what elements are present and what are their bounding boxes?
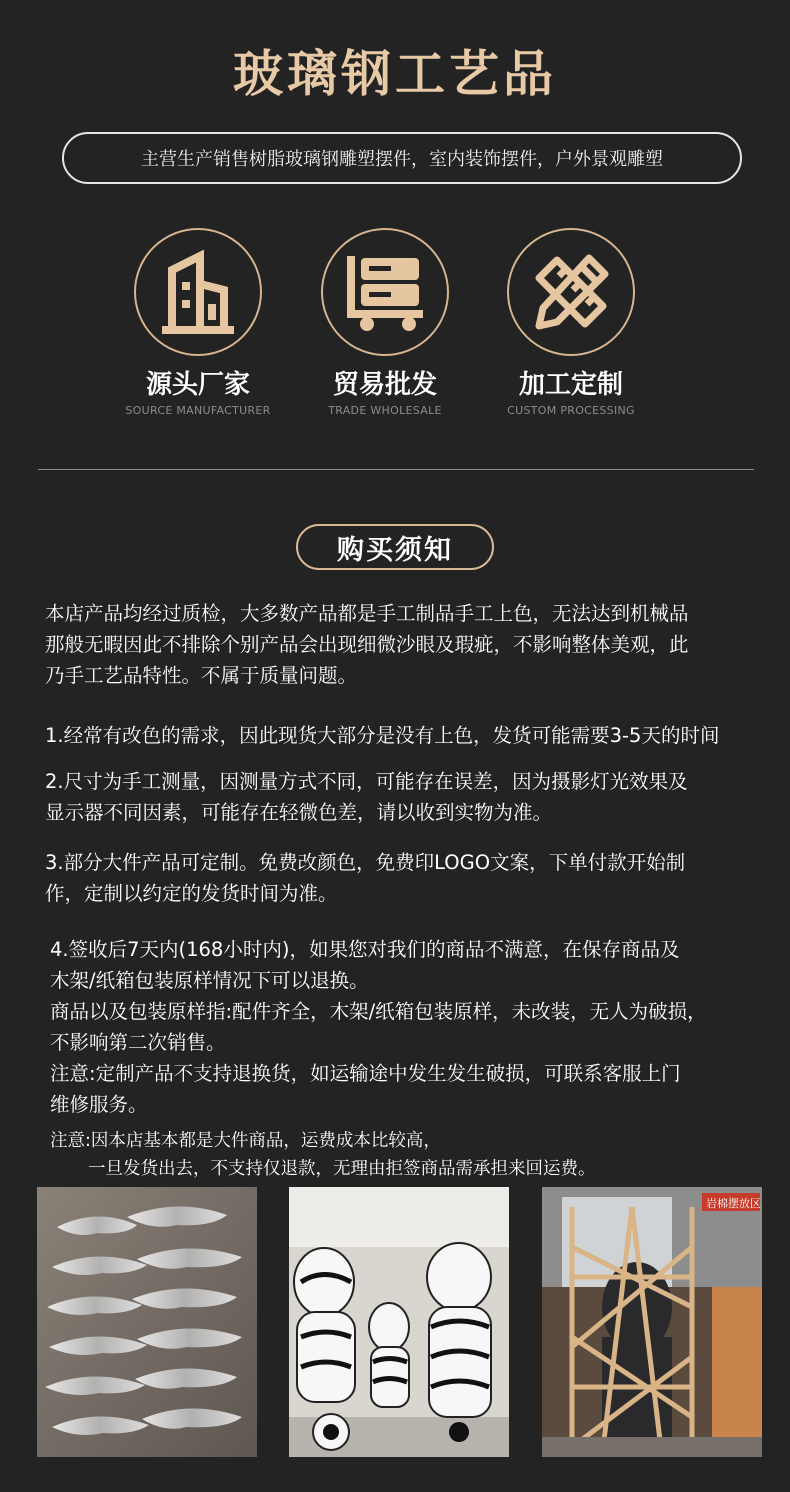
feature-subtitle: SOURCE MANUFACTURER (125, 404, 271, 417)
pencil-ruler-icon (529, 250, 613, 334)
text-line: 显示器不同因素，可能存在轻微色差，请以收到实物为准。 (45, 801, 553, 824)
feature-title: 源头厂家 (145, 370, 250, 400)
text-line: 维修服务。 (50, 1093, 148, 1116)
feature-source-manufacturer (103, 228, 293, 417)
text-line: 注意:因本店基本都是大件商品，运费成本比较高， (50, 1131, 441, 1151)
notice-title: 购买须知 (296, 524, 494, 570)
text-line: 注意:定制产品不支持退换货，如运输途中发生发生破损，可联系客服上门 (50, 1062, 681, 1085)
feature-circle (134, 228, 262, 356)
feature-circle (321, 228, 449, 356)
silver-dolphin-sculptures-photo (37, 1187, 257, 1457)
text-line: 2.尺寸为手工测量，因测量方式不同，可能存在误差，因为摄影灯光效果及 (45, 770, 688, 793)
building-icon (158, 250, 238, 334)
text-line: 一旦发货出去，不支持仅退款，无理由拒签商品需承担来回运费。 (88, 1159, 596, 1179)
notice-item-1 (45, 720, 719, 751)
section-divider (38, 469, 754, 470)
notice-item-3 (45, 847, 685, 909)
feature-trade-wholesale (290, 228, 480, 417)
text-line: 那般无暇因此不排除个别产品会出现细微沙眼及瑕疵，不影响整体美观，此 (45, 633, 689, 656)
feature-subtitle: CUSTOM PROCESSING (507, 404, 635, 417)
feature-custom-processing (476, 228, 666, 417)
notice-intro (45, 598, 689, 691)
page-title: 玻璃钢工艺品 (233, 45, 557, 103)
text-line: 3.部分大件产品可定制。免费改颜色，免费印LOGO文案，下单付款开始制 (45, 851, 686, 874)
feature-circle (507, 228, 635, 356)
text-line: 木架/纸箱包装原样情况下可以退换。 (50, 969, 369, 992)
notice-item-2 (45, 766, 688, 828)
cart-icon (343, 252, 427, 332)
text-line: 乃手工艺品特性。不属于质量问题。 (45, 664, 358, 687)
text-line: 作，定制以约定的发货时间为准。 (45, 882, 338, 905)
zebra-bear-sculptures-photo (289, 1187, 509, 1457)
text-line: 1.经常有改色的需求，因此现货大部分是没有上色，发货可能需要3-5天的时间 (45, 724, 720, 747)
feature-title: 贸易批发 (332, 370, 437, 400)
slogan-banner: 主营生产销售树脂玻璃钢雕塑摆件，室内装饰摆件，户外景观雕塑 (62, 132, 742, 184)
notice-item-4 (50, 934, 707, 1120)
feature-subtitle: TRADE WHOLESALE (328, 404, 442, 417)
text-line: 4.签收后7天内(168小时内)，如果您对我们的商品不满意，在保存商品及 (50, 938, 680, 961)
text-line: 本店产品均经过质检，大多数产品都是手工制品手工上色，无法达到机械品 (45, 602, 689, 625)
wooden-crate-packing-photo (542, 1187, 762, 1457)
notice-shipping-note (50, 1127, 596, 1183)
text-line: 不影响第二次销售。 (50, 1031, 226, 1054)
text-line: 商品以及包装原样指:配件齐全，木架/纸箱包装原样，未改装，无人为破损， (50, 1000, 707, 1023)
feature-title: 加工定制 (518, 370, 623, 400)
area-sign: 岩棉摆放区 (706, 1197, 761, 1210)
